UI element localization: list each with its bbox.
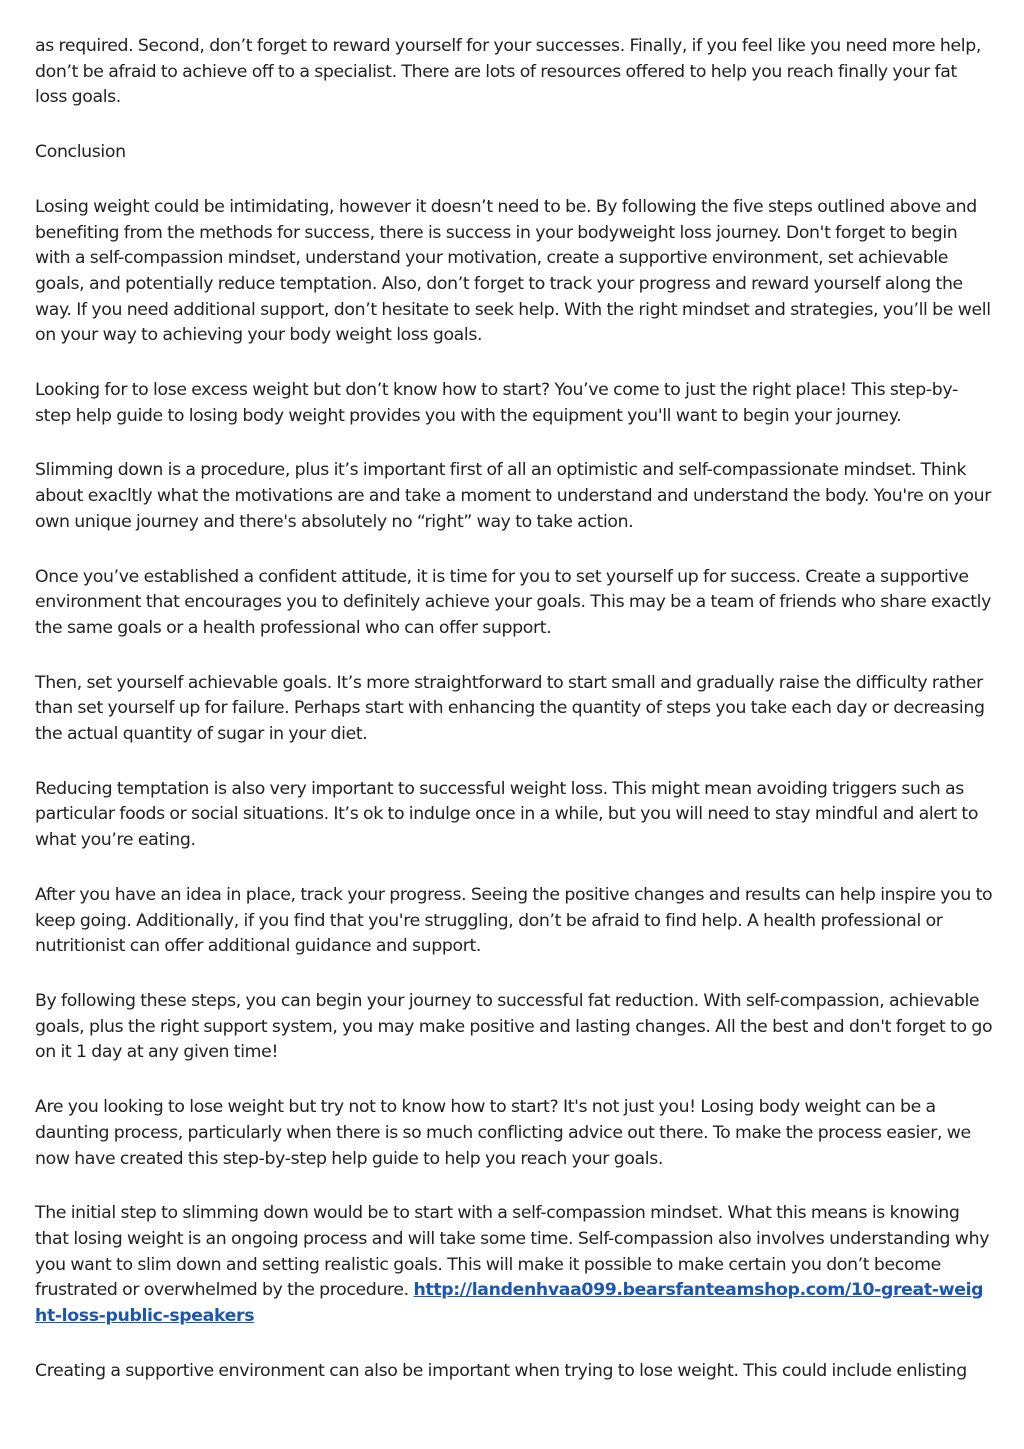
paragraph-track-progress: After you have an idea in place, track your progress. Seeing the positive changes and results can help inspire you to keep going. Additionally, if you find that you're struggling, don’t be afraid to find help. A health professional or nutritionist can offer additional guidance and support. [35,884,993,957]
paragraph-supportive-environment: Creating a supportive environment can also be important when trying to lose weight. This could include enlisting [35,1360,967,1381]
paragraph-looking-to-lose: Looking for to lose excess weight but don’t know how to start? You’ve come to just the right place! This step-by-step help guide to losing body weight provides you with the equipment you'll want to begin your journey. [35,380,958,426]
paragraph-intro-continued: as required. Second, don’t forget to reward yourself for your successes. Finally, if you feel like you need more help, don’t be afraid to achieve off to a specialist. There are lots of resources offered to help you reach finally your fat loss goals. [35,36,981,108]
paragraph-reducing-temptation: Reducing temptation is also very important to successful weight loss. This might mean avoiding triggers such as particular foods or social situations. It’s ok to indulge once in a while, but you will need to stay mindful and alert to what you’re eating. [35,778,979,851]
paragraph-conclusion: Losing weight could be intimidating, however it doesn’t need to be. By following the five steps outlined above and benefiting from the methods for success, there is success in your bodyweight loss journey. Don't forget to begin with a self-compassion mindset, understand your motivation, create a supportive environment, set achievable goals, and potentially reduce temptation. Also, don’t forget to track your progress and reward yourself along the way. If you need additional support, don’t hesitate to seek help. With the right mindset and strategies, you’ll be well on your way to achieving your body weight loss goals. [35,196,991,346]
paragraph-confident-attitude: Once you’ve established a confident attitude, it is time for you to set yourself up for success. Create a supportive environment that encourages you to definitely achieve your goals. This may be a team of friends who share exactly the same goals or a health professional who can offer support. [35,566,991,638]
paragraph-slimming-down: Slimming down is a procedure, plus it’s important first of all an optimistic and self-compassionate mindset. Think about exacltly what the motivations are and take a moment to understand and understand the body. You're on your own unique journey and there's absolutely no “right” way to take action. [35,460,991,532]
document-page [35,34,993,1384]
paragraph-following-steps: By following these steps, you can begin your journey to successful fat reduction. With self-compassion, achievable goals, plus the right support system, you may make positive and lasting changes. All the best and don't forget to go on it 1 day at any given time! [35,990,993,1063]
paragraph-initial-step [35,1201,993,1330]
paragraph-are-you-looking: Are you looking to lose weight but try not to know how to start? It's not just you! Losing body weight can be a daunting process, particularly when there is so much conflicting advice out there. To make the process easier, we now have created this step-by-step help guide to help you reach your goals. [35,1097,971,1169]
article-link[interactable]: http://landenhvaa099.bearsfanteamshop.com/10-great-weight-loss-public-speakers [35,1280,984,1327]
paragraph-initial-step-text: The initial step to slimming down would be to start with a self-compassion mindset. What this means is knowing that losing weight is an ongoing process and will take some time. Self-compassion also involves understanding why you want to slim down and setting realistic goals. This will make it possible to make certain you don’t become frustrated or overwhelmed by the procedure. [35,1203,990,1301]
paragraph-achievable-goals: Then, set yourself achievable goals. It’s more straightforward to start small and gradually raise the difficulty rather than set yourself up for failure. Perhaps start with enhancing the quantity of steps you take each day or decreasing the actual quantity of sugar in your diet. [35,672,985,745]
conclusion-heading: Conclusion [35,142,126,163]
